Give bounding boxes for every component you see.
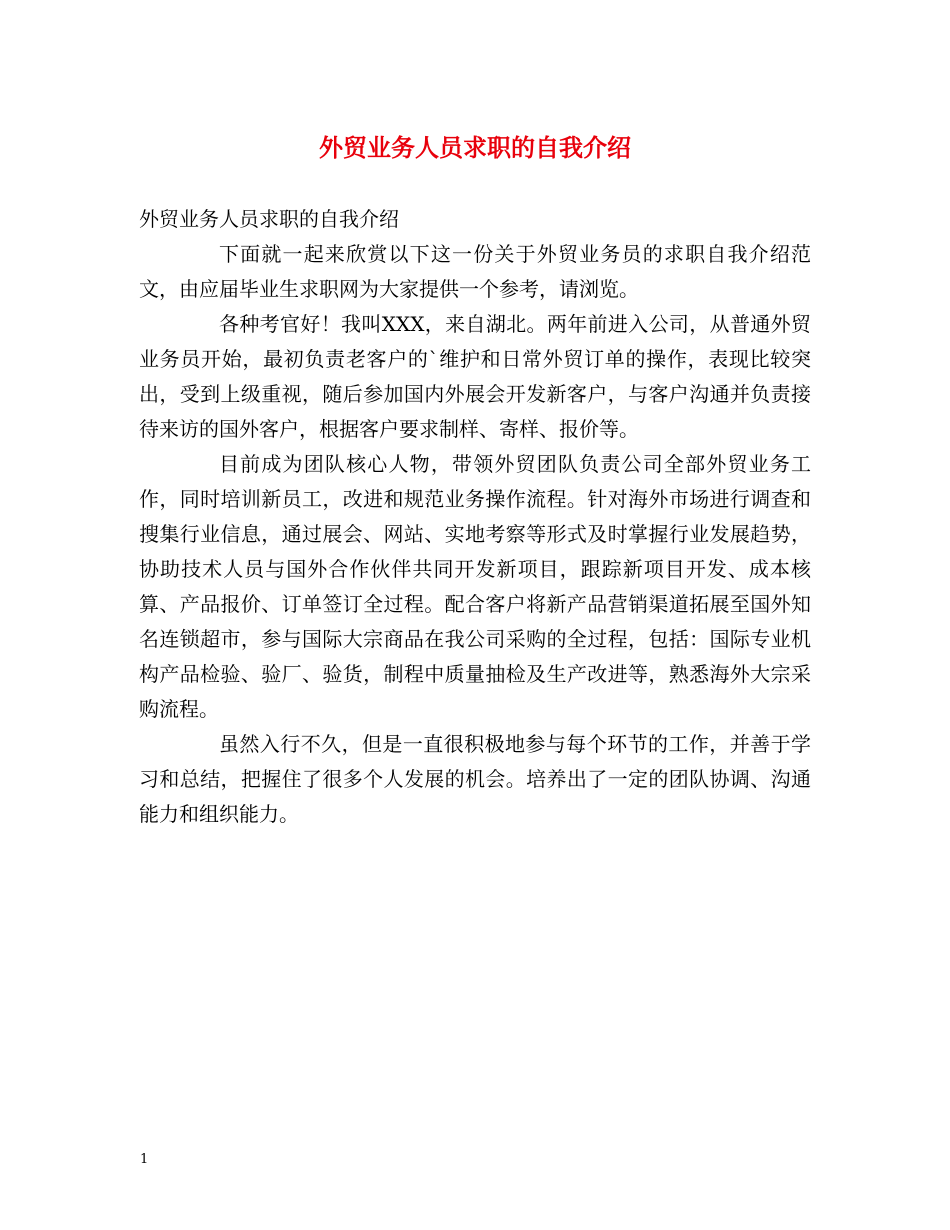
document-title: 外贸业务人员求职的自我介绍 — [319, 133, 631, 162]
page-number: 1 — [140, 1152, 149, 1167]
body-paragraph-current-role: 目前成为团队核心人物，带领外贸团队负责公司全部外贸业务工作，同时培训新员工，改进和规范业务操作流程。针对海外市场进行调查和搜集行业信息，通过展会、网站、实地考察等形式及时掌握行业发展趋势，协助技术人员与国外合作伙伴共同开发新项目，跟踪新项目开发、成本核算、产品报价、订单签订全过程。配合客户将新产品营销渠道拓展至国外知名连锁超市，参与国际大宗商品在我公司采购的全过程，包括：国际专业机构产品检验、验厂、验货，制程中质量抽检及生产改进等，熟悉海外大宗采购流程。 — [139, 452, 811, 721]
body-paragraph-conclusion: 虽然入行不久，但是一直很积极地参与每个环节的工作，并善于学习和总结，把握住了很多个人发展的机会。培养出了一定的团队协调、沟通能力和组织能力。 — [139, 732, 811, 826]
document-body — [139, 202, 811, 832]
intro-paragraph: 下面就一起来欣赏以下这一份关于外贸业务员的求职自我介绍范文，由应届毕业生求职网为大家提供一个参考，请浏览。 — [139, 242, 811, 301]
body-paragraph-experience: 各种考官好！我叫XXX，来自湖北。两年前进入公司，从普通外贸业务员开始，最初负责老客户的`维护和日常外贸订单的操作，表现比较突出，受到上级重视，随后参加国内外展会开发新客户，与客户沟通并负责接待来访的国外客户，根据客户要求制样、寄样、报价等。 — [139, 312, 811, 441]
subtitle-paragraph: 外贸业务人员求职的自我介绍 — [139, 207, 399, 231]
